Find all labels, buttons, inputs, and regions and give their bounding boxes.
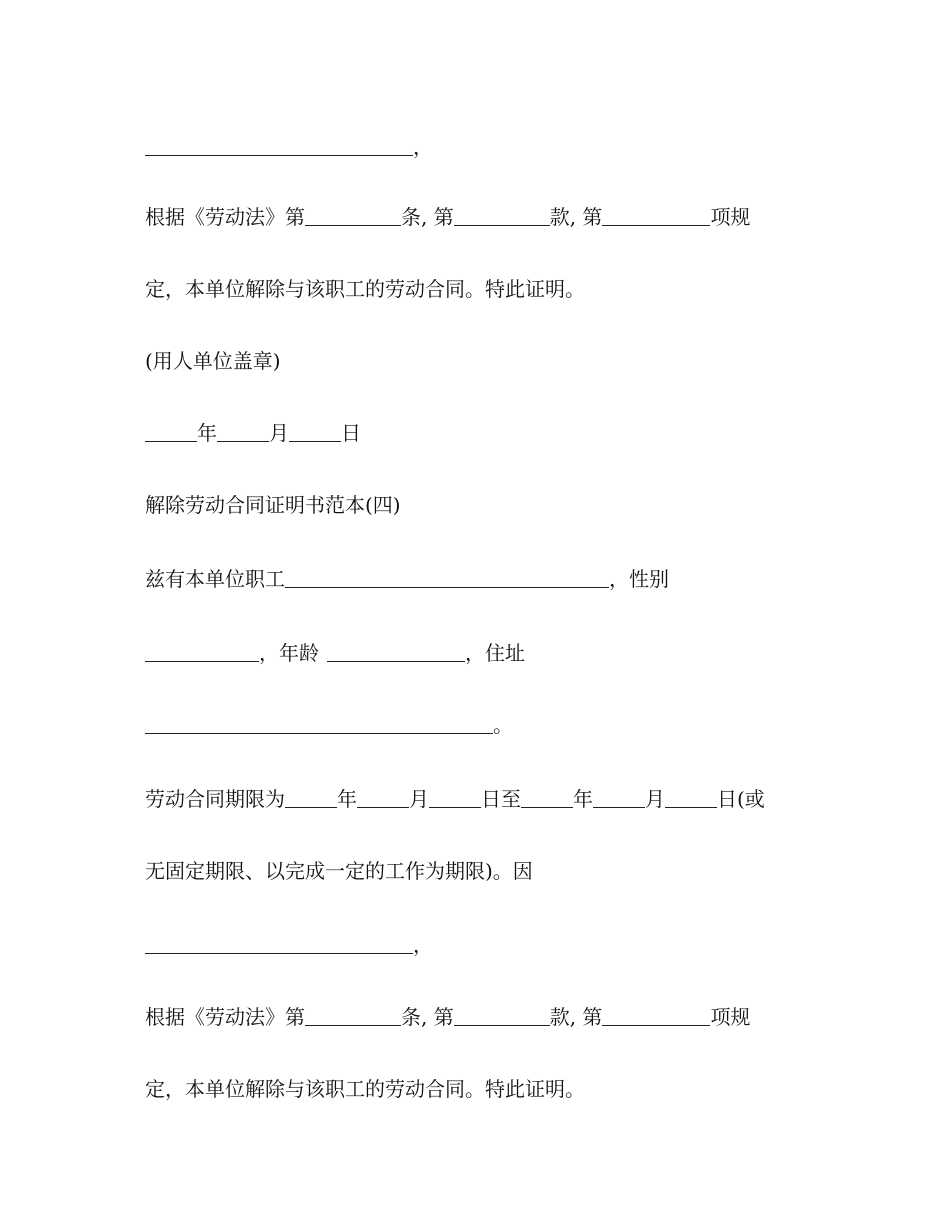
start-day-blank[interactable] — [429, 787, 481, 808]
gender-blank[interactable] — [145, 641, 259, 662]
address-label: ，住址 — [465, 641, 525, 665]
doc-line-seal: (用人单位盖章) — [145, 349, 281, 373]
doc-line-legal-basis — [145, 202, 750, 232]
item-blank-2[interactable] — [602, 1005, 710, 1026]
doc-line-no-fixed-term: 无固定期限、以完成一定的工作为期限)。因 — [145, 859, 533, 883]
clause-blank-2[interactable] — [454, 1005, 550, 1026]
comma-2: ， — [413, 933, 433, 957]
item-label: 项规 — [710, 205, 751, 229]
legal-basis-text-2: 根据《劳动法》第 — [145, 1005, 305, 1029]
month-blank[interactable] — [217, 421, 269, 442]
doc-line-date — [145, 418, 361, 448]
year-blank[interactable] — [145, 421, 197, 442]
gender-label: ，性别 — [609, 567, 669, 591]
end-month-blank[interactable] — [593, 787, 645, 808]
address-blank[interactable] — [145, 713, 493, 734]
item-blank[interactable] — [602, 205, 710, 226]
article-blank-2[interactable] — [305, 1005, 401, 1026]
doc-line-contract-period — [145, 784, 765, 814]
employee-name-blank[interactable] — [285, 567, 609, 588]
start-year-blank[interactable] — [285, 787, 337, 808]
end-year-label: 年 — [573, 787, 593, 811]
year-label: 年 — [197, 421, 217, 445]
end-day-label: 日(或 — [717, 787, 765, 811]
clause-label-2: 款, 第 — [549, 1005, 603, 1029]
period-mark: 。 — [493, 713, 513, 737]
doc-line-gender-age — [145, 638, 525, 668]
clause-blank[interactable] — [454, 205, 550, 226]
reason-blank[interactable] — [145, 135, 413, 156]
doc-line-address — [145, 710, 513, 740]
doc-line-reason-blank — [145, 132, 433, 162]
month-label: 月 — [269, 421, 289, 445]
doc-line-reason-blank-2 — [145, 930, 433, 960]
start-year-label: 年 — [337, 787, 357, 811]
day-label: 日 — [341, 421, 361, 445]
end-day-blank[interactable] — [665, 787, 717, 808]
legal-basis-text: 根据《劳动法》第 — [145, 205, 305, 229]
end-month-label: 月 — [645, 787, 665, 811]
doc-line-legal-basis-2 — [145, 1002, 750, 1032]
reason-blank-2[interactable] — [145, 933, 413, 954]
end-year-blank[interactable] — [521, 787, 573, 808]
comma: ， — [413, 135, 433, 159]
employee-label: 兹有本单位职工 — [145, 567, 285, 591]
day-blank[interactable] — [289, 421, 341, 442]
doc-line-termination-statement-2: 定，本单位解除与该职工的劳动合同。特此证明。 — [145, 1077, 585, 1101]
doc-line-termination-statement: 定，本单位解除与该职工的劳动合同。特此证明。 — [145, 277, 585, 301]
start-day-label: 日至 — [481, 787, 521, 811]
article-blank[interactable] — [305, 205, 401, 226]
article-label: 条, 第 — [401, 205, 454, 229]
clause-label: 款, 第 — [549, 205, 603, 229]
item-label-2: 项规 — [710, 1005, 751, 1029]
article-label-2: 条, 第 — [401, 1005, 454, 1029]
age-blank[interactable] — [327, 641, 465, 662]
age-label: ，年龄 — [259, 641, 319, 665]
start-month-label: 月 — [409, 787, 429, 811]
doc-line-employee — [145, 564, 669, 594]
start-month-blank[interactable] — [357, 787, 409, 808]
contract-period-label: 劳动合同期限为 — [145, 787, 285, 811]
section-title-template-4: 解除劳动合同证明书范本(四) — [145, 493, 401, 517]
